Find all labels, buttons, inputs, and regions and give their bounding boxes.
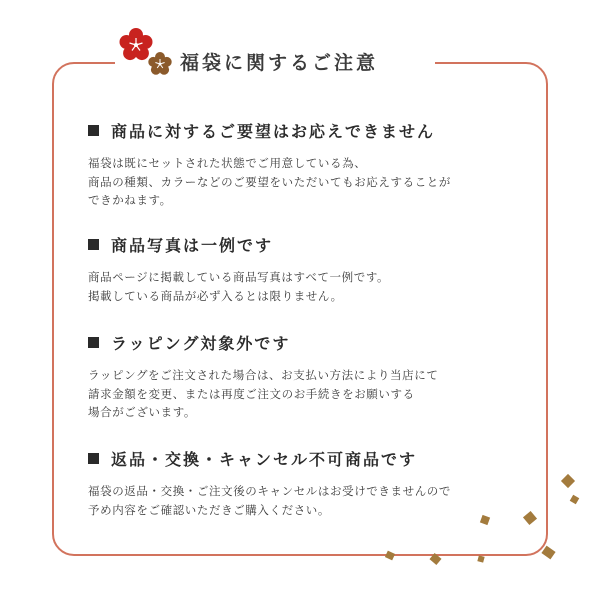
confetti-decoration	[570, 495, 580, 505]
black-square-bullet-icon	[88, 337, 99, 348]
section-heading-text: ラッピング対象外です	[111, 334, 291, 353]
section-heading-text: 商品写真は一例です	[111, 236, 274, 255]
section-body	[88, 268, 528, 305]
body-line: 福袋は既にセットされた状態でご用意している為、	[88, 156, 367, 170]
section-heading	[88, 236, 528, 256]
section-body	[88, 366, 528, 422]
body-line: 商品ページに掲載している商品写真はすべて一例です。	[88, 270, 390, 284]
black-square-bullet-icon	[88, 453, 99, 464]
black-square-bullet-icon	[88, 125, 99, 136]
body-line: できかねます。	[88, 193, 172, 207]
section-body	[88, 482, 528, 519]
notice-section-no-wrapping	[88, 334, 528, 422]
section-heading-text: 商品に対するご要望はお応えできません	[111, 122, 436, 141]
section-body	[88, 154, 528, 210]
body-line: 場合がございます。	[88, 405, 196, 419]
notice-section-photo-example	[88, 236, 528, 305]
section-heading-text: 返品・交換・キャンセル不可商品です	[111, 450, 418, 469]
body-line: ラッピングをご注文された場合は、お支払い方法により当店にて	[88, 368, 439, 382]
confetti-decoration	[561, 474, 575, 488]
body-line: 請求金額を変更、または再度ご注文のお手続きをお願いする	[88, 386, 415, 401]
confetti-decoration	[477, 555, 484, 562]
section-heading	[88, 450, 528, 470]
section-heading	[88, 122, 528, 142]
section-heading	[88, 334, 528, 354]
notice-section-no-returns	[88, 450, 528, 519]
body-line: 商品の種類、カラーなどのご要望をいただいてもお応えすることが	[88, 174, 451, 189]
body-line: 予め内容をご確認いただきご購入ください。	[88, 502, 330, 517]
plum-blossom-brown-icon	[148, 52, 172, 76]
notice-section-no-requests	[88, 122, 528, 210]
page-title: 福袋に関するご注意	[180, 52, 379, 74]
body-line: 福袋の返品・交換・ご注文後のキャンセルはお受けできませんので	[88, 484, 451, 498]
black-square-bullet-icon	[88, 239, 99, 250]
confetti-decoration	[541, 546, 555, 560]
body-line: 掲載している商品が必ず入るとは限りません。	[88, 288, 343, 303]
